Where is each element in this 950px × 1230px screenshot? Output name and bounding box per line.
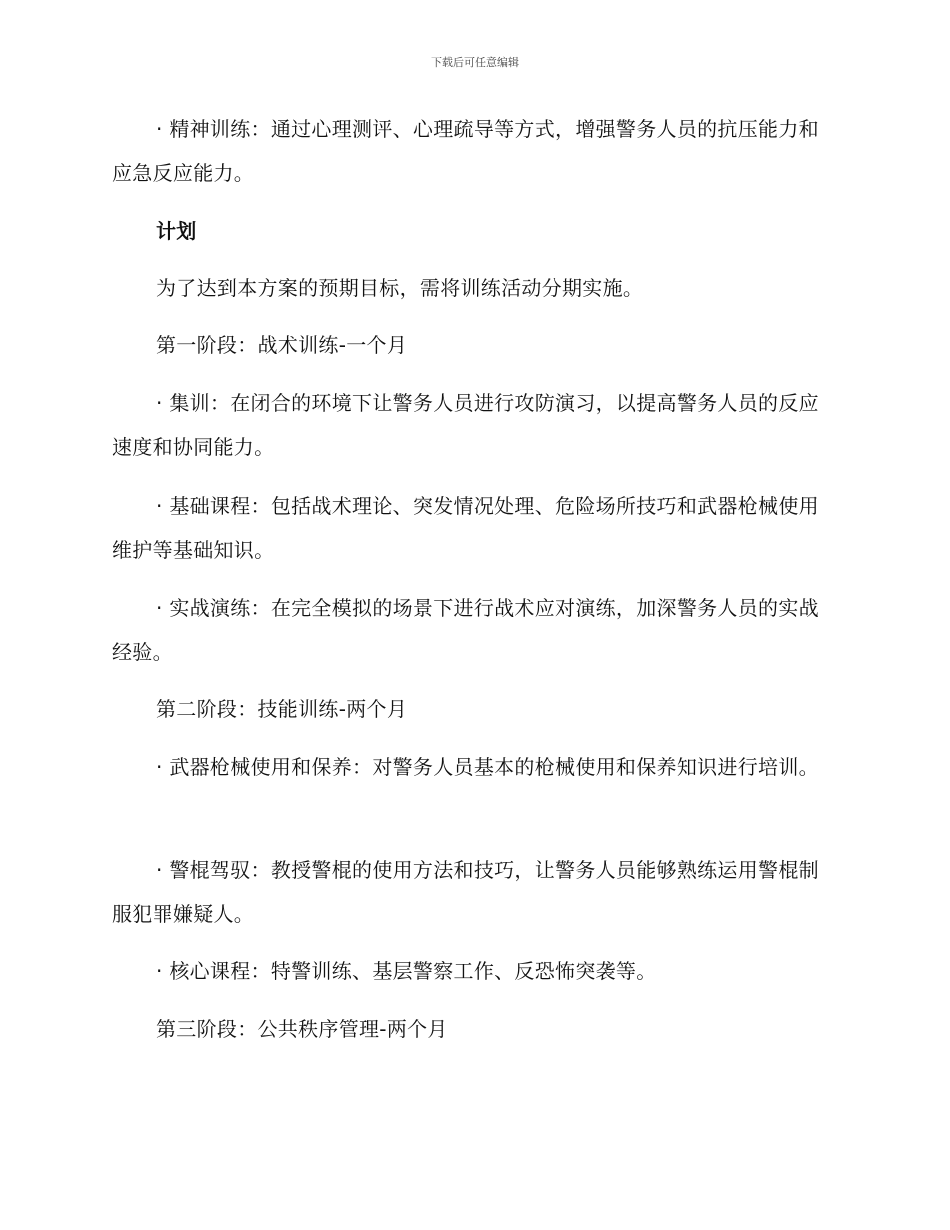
page-header-note: 下载后可任意编辑	[431, 56, 519, 69]
paragraph-baton-handling: · 警棍驾驭：教授警棍的使用方法和技巧，让警务人员能够熟练运用警棍制服犯罪嫌疑人。	[112, 858, 819, 926]
paragraph-basic-courses: · 基础课程：包括战术理论、突发情况处理、危险场所技巧和武器枪械使用维护等基础知识。	[112, 494, 819, 562]
paragraph-combat-drills: · 实战演练：在完全模拟的场景下进行战术应对演练，加深警务人员的实战经验。	[112, 596, 819, 664]
paragraph-mental-training: · 精神训练：通过心理测评、心理疏导等方式，增强警务人员的抗压能力和应急反应能力。	[112, 117, 819, 185]
paragraph-core-courses: · 核心课程：特警训练、基层警察工作、反恐怖突袭等。	[156, 959, 657, 983]
stage-three-heading: 第三阶段：公共秩序管理-两个月	[156, 1017, 448, 1041]
stage-one-heading: 第一阶段：战术训练-一个月	[156, 333, 408, 357]
paragraph-plan-intro: 为了达到本方案的预期目标，需将训练活动分期实施。	[156, 276, 644, 300]
paragraph-firearms-maintenance: · 武器枪械使用和保养：对警务人员基本的枪械使用和保养知识进行培训。	[156, 755, 819, 779]
stage-two-heading: 第二阶段：技能训练-两个月	[156, 697, 408, 721]
section-heading-plan: 计划	[156, 219, 197, 243]
paragraph-intensive-training: · 集训：在闭合的环境下让警务人员进行攻防演习，以提高警务人员的反应速度和协同能力。	[112, 391, 819, 459]
